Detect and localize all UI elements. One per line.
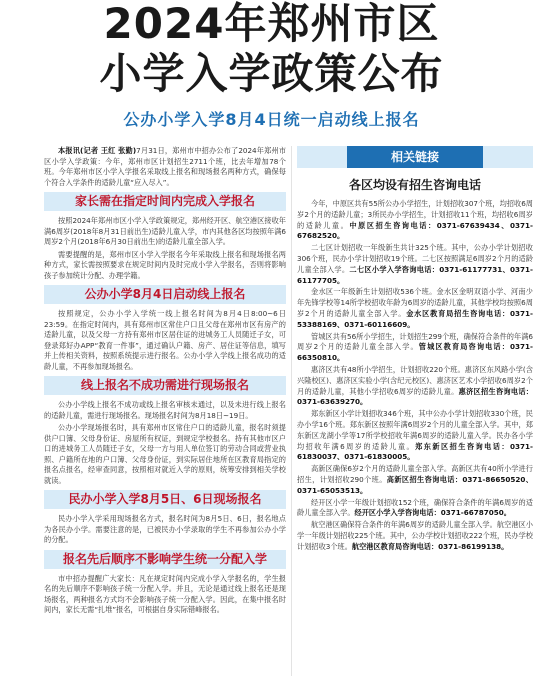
- section-paragraph: 公办小学线上报名不成功或线上报名审核未通过，以及未进行线上报名的适龄儿童，需进行现场报名。现场报名时间为8月18日~19日。: [44, 400, 286, 420]
- section-paragraph: 民办小学入学采用现场报名方式，报名时间为8月5日、6日，报名地点为各民办小学。需要注意的是，已被民办小学录取的学生不再参加公办小学的分配。: [44, 514, 286, 544]
- district-paragraph: [297, 332, 533, 364]
- headline-line-1: 2024年郑州市区: [103, 0, 440, 48]
- related-title: 各区均设有招生咨询电话: [348, 178, 481, 192]
- district-phone: 中原区招生咨询电话：0371-67639434、0371-67682520。: [297, 220, 533, 241]
- district-phone: 金水区教育局招生咨询电话：0371-53388169、0371-60116609。: [297, 308, 533, 329]
- district-paragraph: [297, 365, 533, 408]
- related-links-label: 相关链接: [347, 146, 483, 168]
- district-paragraph: [297, 409, 533, 463]
- district-paragraph: [297, 243, 533, 286]
- district-text: 航空港区确保符合条件的年满6周岁的适龄儿童全部入学。航空港区小学一年级计划招收225个班。其中，公办学校计划招收222个班，民办学校计划招收3个班。: [297, 520, 533, 551]
- intro-paragraph: [44, 146, 286, 188]
- district-phone: 郑东新区招生咨询电话：0371-61830037、0371-61830005。: [297, 441, 533, 462]
- column-divider: [291, 146, 292, 676]
- intro-text: 7月31日，郑州市中招办公布了2024年郑州市区小学入学政策：今年，郑州市区计划招生2711个班，比去年增加78个班。今年郑州市区小学入学报名采取线上报名和现场报名两种方式，确保每个符合入学条件的适龄儿童“应入尽入”。: [44, 146, 286, 187]
- section-paragraph: 公办小学现场报名时，具有郑州市区常住户口的适龄儿童，报名时须提供户口簿、父母身份证、房屋所有权证，到规定学校报名。持有其他市区户口的进城务工人员随迁子女，父母一方与用人单位签订的劳动合同或营业执照、户籍所在地的户口簿、父母身份证，到实际居住地所在区教育局指定的报名点报名，经审查同意，按照相对就近入学的原则，统筹安排到相关学校就读。: [44, 423, 286, 485]
- district-paragraph: [297, 520, 533, 552]
- district-paragraph: [297, 464, 533, 496]
- section-heading: 报名先后顺序不影响学生统一分配入学: [44, 550, 286, 569]
- section-heading: 公办小学8月4日启动线上报名: [44, 285, 286, 304]
- section-paragraph: 按照规定，公办小学入学统一线上报名时间为8月4日8:00~6日23:59。在指定时间内，具有郑州市区常住户口且父母在郑州市区有房产的适龄儿童，以及父母一方持有郑州市区居住证的进城务工人员随迁子女，可登录郑好办APP“教育一件事”，通过确认户籍、房产、居住证等信息，填写并上传相关资料，按照系统提示进行报名。公办小学入学线上报名成功的适龄儿童，不再参加现场报名。: [44, 309, 286, 371]
- byline: 本报讯(记者 王红 张勤): [58, 146, 137, 155]
- district-phone: 高新区招生咨询电话：0371-86650520、0371-65053513。: [297, 474, 533, 495]
- district-text: 高新区确保6岁2个月的适龄儿童全部入学。高新区共有40所小学进行招生，计划招收290个班。: [297, 464, 533, 484]
- district-text: 惠济区共有48所小学招生，计划招收220个班。惠济区东风路小学(含兴隆校区)、惠济区实验小学(含纪元校区)、惠济区艺术小学招收6周岁2个月的适龄儿童，其他小学招收6周岁的适龄儿童。: [297, 364, 533, 396]
- subtitle: 公办小学入学8月4日统一启动线上报名: [123, 110, 420, 129]
- district-phone: 管城区教育局咨询电话：0371-66350810。: [297, 342, 533, 363]
- related-links-bar: [297, 146, 533, 168]
- section-paragraph: 市中招办提醒广大家长：凡在规定时间内完成小学入学报名的，学生报名的先后顺序不影响孩子统一分配入学。并且，无论是通过线上报名还是现场报名，两种报名方式均不会影响孩子统一分配入学。因此，在集中报名时间内，家长无需“扎堆”报名，可根据自身实际错峰报名。: [44, 573, 286, 614]
- district-text: 郑东新区小学计划招收346个班，其中公办小学计划招收330个班，民办小学16个班。郑东新区按照年满6周岁2个月的儿童全部入学。其中，郑东新区龙湖小学等17所学校招收年满6周岁的适龄儿童入学。民办各小学均招收年满6周岁的适龄儿童。: [297, 409, 533, 451]
- district-phone: 航空港区教育局咨询电话：0371-86199138。: [351, 541, 509, 551]
- district-text: 经开区小学一年级计划招收152个班，确保符合条件的年满6周岁的适龄儿童全部入学。: [297, 497, 533, 518]
- district-paragraph: [297, 498, 533, 520]
- district-paragraph: [297, 199, 533, 242]
- district-text: 金水区一年级新生计划招收536个班。金水区金明双语小学、河南少年先锋学校等14所学校招收年龄为6周岁的适龄儿童，其他学校均按照6周岁2个月的适龄儿童全部入学。: [297, 287, 533, 318]
- right-column: [297, 146, 533, 676]
- headline-line-2: 小学入学政策公布: [99, 49, 444, 98]
- district-phone: 经开区小学入学咨询电话：0371-66787050。: [354, 508, 511, 518]
- district-text: 二七区计划招收一年级新生共计325个班。其中，公办小学计划招收306个班，民办小学计划招收19个班。二七区按照满足6周岁2个月的适龄儿童全部入学。: [297, 243, 533, 274]
- section-heading: 线上报名不成功需进行现场报名: [44, 376, 286, 395]
- section-paragraph: 需要提醒的是，郑州市区小学入学报名今年采取线上报名和现场报名两种方式，家长需按照要求在规定时间内及时完成小学入学报名，否则将影响孩子参加统计分配、办理学籍。: [44, 249, 286, 280]
- district-phone: 惠济区招生咨询电话：0371-63639270。: [297, 386, 533, 407]
- district-text: 管城区共有56所小学招生，计划招生299个班，确保符合条件的年满6周岁2个月的适龄儿童全部入学。: [297, 331, 533, 352]
- district-phone: 二七区小学入学咨询电话：0371-61177731、0371-61177705。: [297, 264, 533, 285]
- section-heading: 家长需在指定时间内完成入学报名: [44, 192, 286, 211]
- district-text: 今年，中原区共有55所公办小学招生，计划招收307个班，均招收6周岁2个月的适龄儿童；3所民办小学招生，计划招收11个班，均招收6周岁的适龄儿童。: [297, 199, 533, 230]
- section-paragraph: 按照2024年郑州市区小学入学政策规定，郑州经开区、航空港区接收年满6周岁(2018年8月31日前出生)适龄儿童入学，市内其他各区均按照年满6周岁2个月(2018年6月30日前出生)的适龄儿童全部入学。: [44, 216, 286, 246]
- left-column: [44, 146, 286, 676]
- district-paragraph: [297, 287, 533, 330]
- section-heading: 民办小学入学8月5日、6日现场报名: [44, 490, 286, 509]
